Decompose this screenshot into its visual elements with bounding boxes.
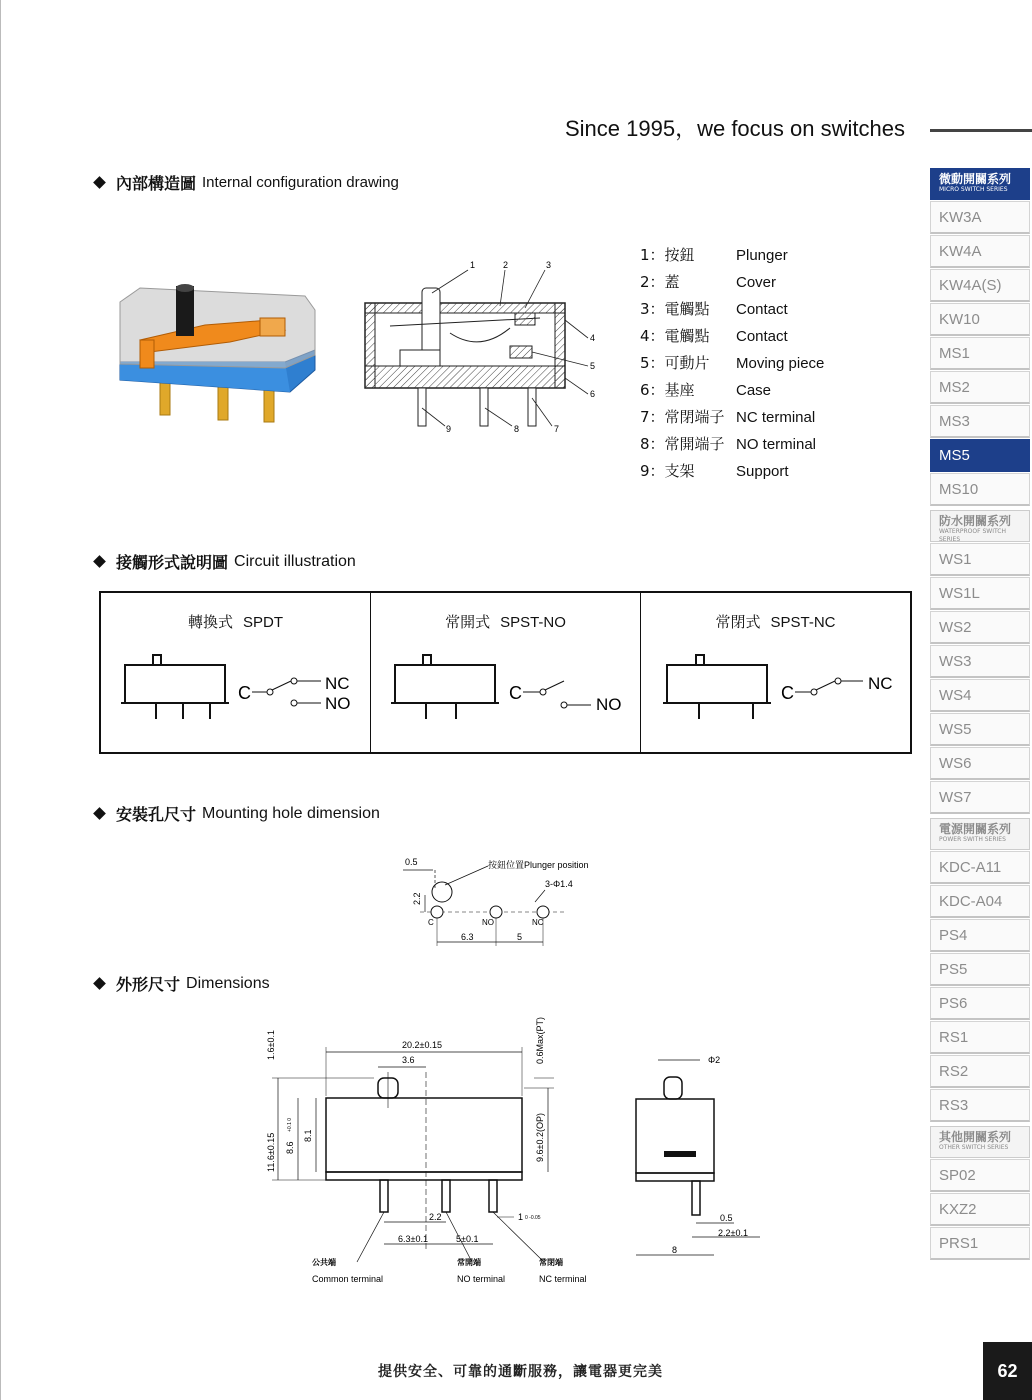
hole-label-no: NO — [482, 918, 494, 927]
heading-zh: 內部構造圖 — [116, 174, 197, 193]
callout-8: 8 — [514, 424, 520, 434]
hole-spec-label: 3-Φ1.4 — [545, 879, 573, 889]
sidebar-group-header[interactable]: 微動開關系列 MICRO SWITCH SERIES — [930, 168, 1030, 200]
sidebar-item-kw3a[interactable]: KW3A — [930, 201, 1030, 234]
heading-zh: 安裝孔尺寸 — [116, 805, 197, 824]
sidebar-item-ps4[interactable]: PS4 — [930, 919, 1030, 952]
sidebar-item-ms1[interactable]: MS1 — [930, 337, 1030, 370]
dim-pitch2: 5 — [517, 932, 523, 942]
circuit-title: 常開式 SPST-NO — [445, 613, 566, 631]
sidebar-item-ms3[interactable]: MS3 — [930, 405, 1030, 438]
label-c: C — [238, 683, 251, 703]
dim-side-t1: 0.5 — [720, 1213, 733, 1223]
legend-row: 5：可動片 Moving piece — [640, 354, 825, 372]
heading-circuit — [95, 550, 356, 573]
sidebar-item-ws4[interactable]: WS4 — [930, 679, 1030, 712]
dimension-side-view — [630, 1045, 770, 1265]
label-nc-zh: 常閉端 — [539, 1258, 563, 1267]
sidebar-item-kdc-a11[interactable]: KDC-A11 — [930, 851, 1030, 884]
heading-zh: 接觸形式說明圖 — [116, 553, 229, 572]
sidebar-item-ms2[interactable]: MS2 — [930, 371, 1030, 404]
heading-en: Internal configuration drawing — [202, 174, 399, 191]
page-number: 62 — [983, 1342, 1032, 1400]
callout-9: 9 — [446, 424, 452, 434]
dim-pin-w-tol: 0 -0.05 — [525, 1215, 541, 1221]
diamond-bullet-icon — [93, 555, 106, 568]
label-no: NO — [325, 694, 351, 713]
sidebar-item-ws1[interactable]: WS1 — [930, 543, 1030, 576]
sidebar-item-kw4a[interactable]: KW4A — [930, 235, 1030, 268]
sidebar-item-ws5[interactable]: WS5 — [930, 713, 1030, 746]
diamond-bullet-icon — [93, 807, 106, 820]
hole-label-nc: NC — [532, 918, 544, 927]
sidebar-item-ws7[interactable]: WS7 — [930, 781, 1030, 814]
spst-nc-symbol — [641, 593, 911, 753]
parts-legend — [640, 242, 824, 485]
mounting-hole-drawing — [395, 850, 615, 950]
callout-7: 7 — [554, 424, 560, 434]
legend-row: 6：基座 Case — [640, 381, 772, 399]
sidebar-item-ps6[interactable]: PS6 — [930, 987, 1030, 1020]
heading-mounting — [95, 802, 380, 825]
label-no-en: NO terminal — [457, 1274, 506, 1284]
heading-dimensions — [95, 972, 270, 995]
dim-vertical: 2.2 — [412, 892, 422, 905]
sidebar-group-header[interactable]: 電源開關系列 POWER SWITH SERIES — [930, 818, 1030, 850]
sidebar-item-sp02[interactable]: SP02 — [930, 1159, 1030, 1192]
heading-zh: 外形尺寸 — [116, 975, 181, 994]
sidebar-item-kdc-a04[interactable]: KDC-A04 — [930, 885, 1030, 918]
sidebar-item-ws1l[interactable]: WS1L — [930, 577, 1030, 610]
dim-offset: 0.5 — [405, 857, 418, 867]
sidebar-group-other — [930, 1126, 1030, 1260]
dim-plunger-offset: 3.6 — [402, 1055, 415, 1065]
plunger-position-label: 按鈕位置Plunger position — [488, 860, 589, 870]
circuit-cell-spst-no — [371, 593, 641, 752]
label-no-zh: 常開端 — [457, 1258, 481, 1267]
sidebar-item-ws2[interactable]: WS2 — [930, 611, 1030, 644]
label-c: C — [781, 683, 794, 703]
spdt-symbol — [101, 593, 371, 753]
dim-pitch2: 5±0.1 — [456, 1234, 479, 1244]
sidebar-group-header[interactable]: 其他開關系列 OTHER SWITCH SERIES — [930, 1126, 1030, 1158]
circuit-title: 常閉式 SPST-NC — [715, 613, 836, 631]
switch-section-drawing — [360, 258, 605, 438]
footer-slogan: 提供安全、可靠的通斷服務，讓電器更完美 — [378, 1364, 663, 1380]
callout-1: 1 — [470, 260, 476, 270]
legend-row: 2：蓋 Cover — [640, 273, 777, 291]
label-nc-en: NC terminal — [539, 1274, 587, 1284]
sidebar-group-header[interactable]: 防水開關系列 WATERPROOF SWITCH SERIES — [930, 510, 1030, 542]
diamond-bullet-icon — [93, 176, 106, 189]
sidebar-item-rs2[interactable]: RS2 — [930, 1055, 1030, 1088]
label-common-en: Common terminal — [312, 1274, 384, 1284]
sidebar-item-kw4a-s[interactable]: KW4A(S) — [930, 269, 1030, 302]
circuit-title: 轉換式 SPDT — [187, 613, 284, 631]
dim-h-total: 11.6±0.15 — [266, 1132, 276, 1172]
dim-pin-w: 1 — [518, 1212, 524, 1222]
dim-pin-gap: 2.2 — [429, 1212, 442, 1222]
dim-side-dia: Φ2 — [708, 1055, 721, 1065]
circuit-table — [99, 591, 912, 754]
dim-width: 20.2±0.15 — [402, 1040, 442, 1050]
callout-3: 3 — [546, 260, 552, 270]
switch-3d-illustration — [110, 280, 330, 425]
label-nc: NC — [868, 674, 893, 693]
callout-5: 5 — [590, 361, 596, 371]
label-nc: NC — [325, 674, 350, 693]
legend-row: 7：常閉端子 NC terminal — [640, 408, 816, 426]
dim-h-top: 1.6±0.1 — [266, 1030, 276, 1060]
diamond-bullet-icon — [93, 977, 106, 990]
dim-op: 9.6±0.2(OP) — [535, 1113, 545, 1162]
dimension-front-view — [262, 1012, 602, 1292]
dim-side-w: 8 — [672, 1245, 678, 1255]
sidebar-item-ws6[interactable]: WS6 — [930, 747, 1030, 780]
dim-side-t2: 2.2±0.1 — [718, 1228, 748, 1238]
tagline: Since 1995，we focus on switches — [565, 116, 905, 141]
series-sidebar — [930, 168, 1030, 1264]
sidebar-item-ps5[interactable]: PS5 — [930, 953, 1030, 986]
dim-pt: 0.6Max(PT) — [535, 1016, 545, 1064]
hole-label-c: C — [428, 918, 434, 927]
sidebar-item-rs1[interactable]: RS1 — [930, 1021, 1030, 1054]
legend-row: 4：電觸點 Contact — [640, 327, 788, 345]
sidebar-item-kw10[interactable]: KW10 — [930, 303, 1030, 336]
sidebar-item-kxz2[interactable]: KXZ2 — [930, 1193, 1030, 1226]
callout-4: 4 — [590, 333, 596, 343]
page-frame-line — [0, 0, 1, 1400]
dim-h-body1: 8.6 — [285, 1141, 295, 1154]
circuit-cell-spdt — [101, 593, 371, 752]
legend-row: 1：按鈕 Plunger — [640, 246, 788, 264]
heading-en: Dimensions — [186, 974, 270, 992]
dim-pitch1: 6.3±0.1 — [398, 1234, 428, 1244]
callout-2: 2 — [503, 260, 509, 270]
label-no: NO — [596, 695, 622, 714]
heading-en: Circuit illustration — [234, 552, 356, 570]
heading-en: Mounting hole dimension — [202, 804, 380, 822]
sidebar-group-power — [930, 818, 1030, 1122]
heading-internal — [95, 171, 399, 194]
sidebar-item-ms5[interactable]: MS5 — [930, 439, 1030, 472]
sidebar-item-ms10[interactable]: MS10 — [930, 473, 1030, 506]
circuit-cell-spst-nc — [641, 593, 910, 752]
sidebar-item-rs3[interactable]: RS3 — [930, 1089, 1030, 1122]
callout-6: 6 — [590, 389, 596, 399]
tagline-rule — [930, 129, 1032, 132]
spst-no-symbol — [371, 593, 641, 753]
dim-h-body1-tol: +0.1 0 — [287, 1117, 293, 1132]
sidebar-group-waterproof — [930, 510, 1030, 814]
sidebar-item-prs1[interactable]: PRS1 — [930, 1227, 1030, 1260]
legend-row: 3：電觸點 Contact — [640, 300, 788, 318]
dim-h-body2: 8.1 — [303, 1129, 313, 1142]
label-c: C — [509, 683, 522, 703]
legend-row: 9：支架 Support — [640, 462, 789, 480]
dim-pitch1: 6.3 — [461, 932, 474, 942]
sidebar-item-ws3[interactable]: WS3 — [930, 645, 1030, 678]
sidebar-group-micro — [930, 168, 1030, 506]
legend-row: 8：常開端子 NO terminal — [640, 435, 817, 453]
label-common-zh: 公共端 — [312, 1258, 336, 1267]
